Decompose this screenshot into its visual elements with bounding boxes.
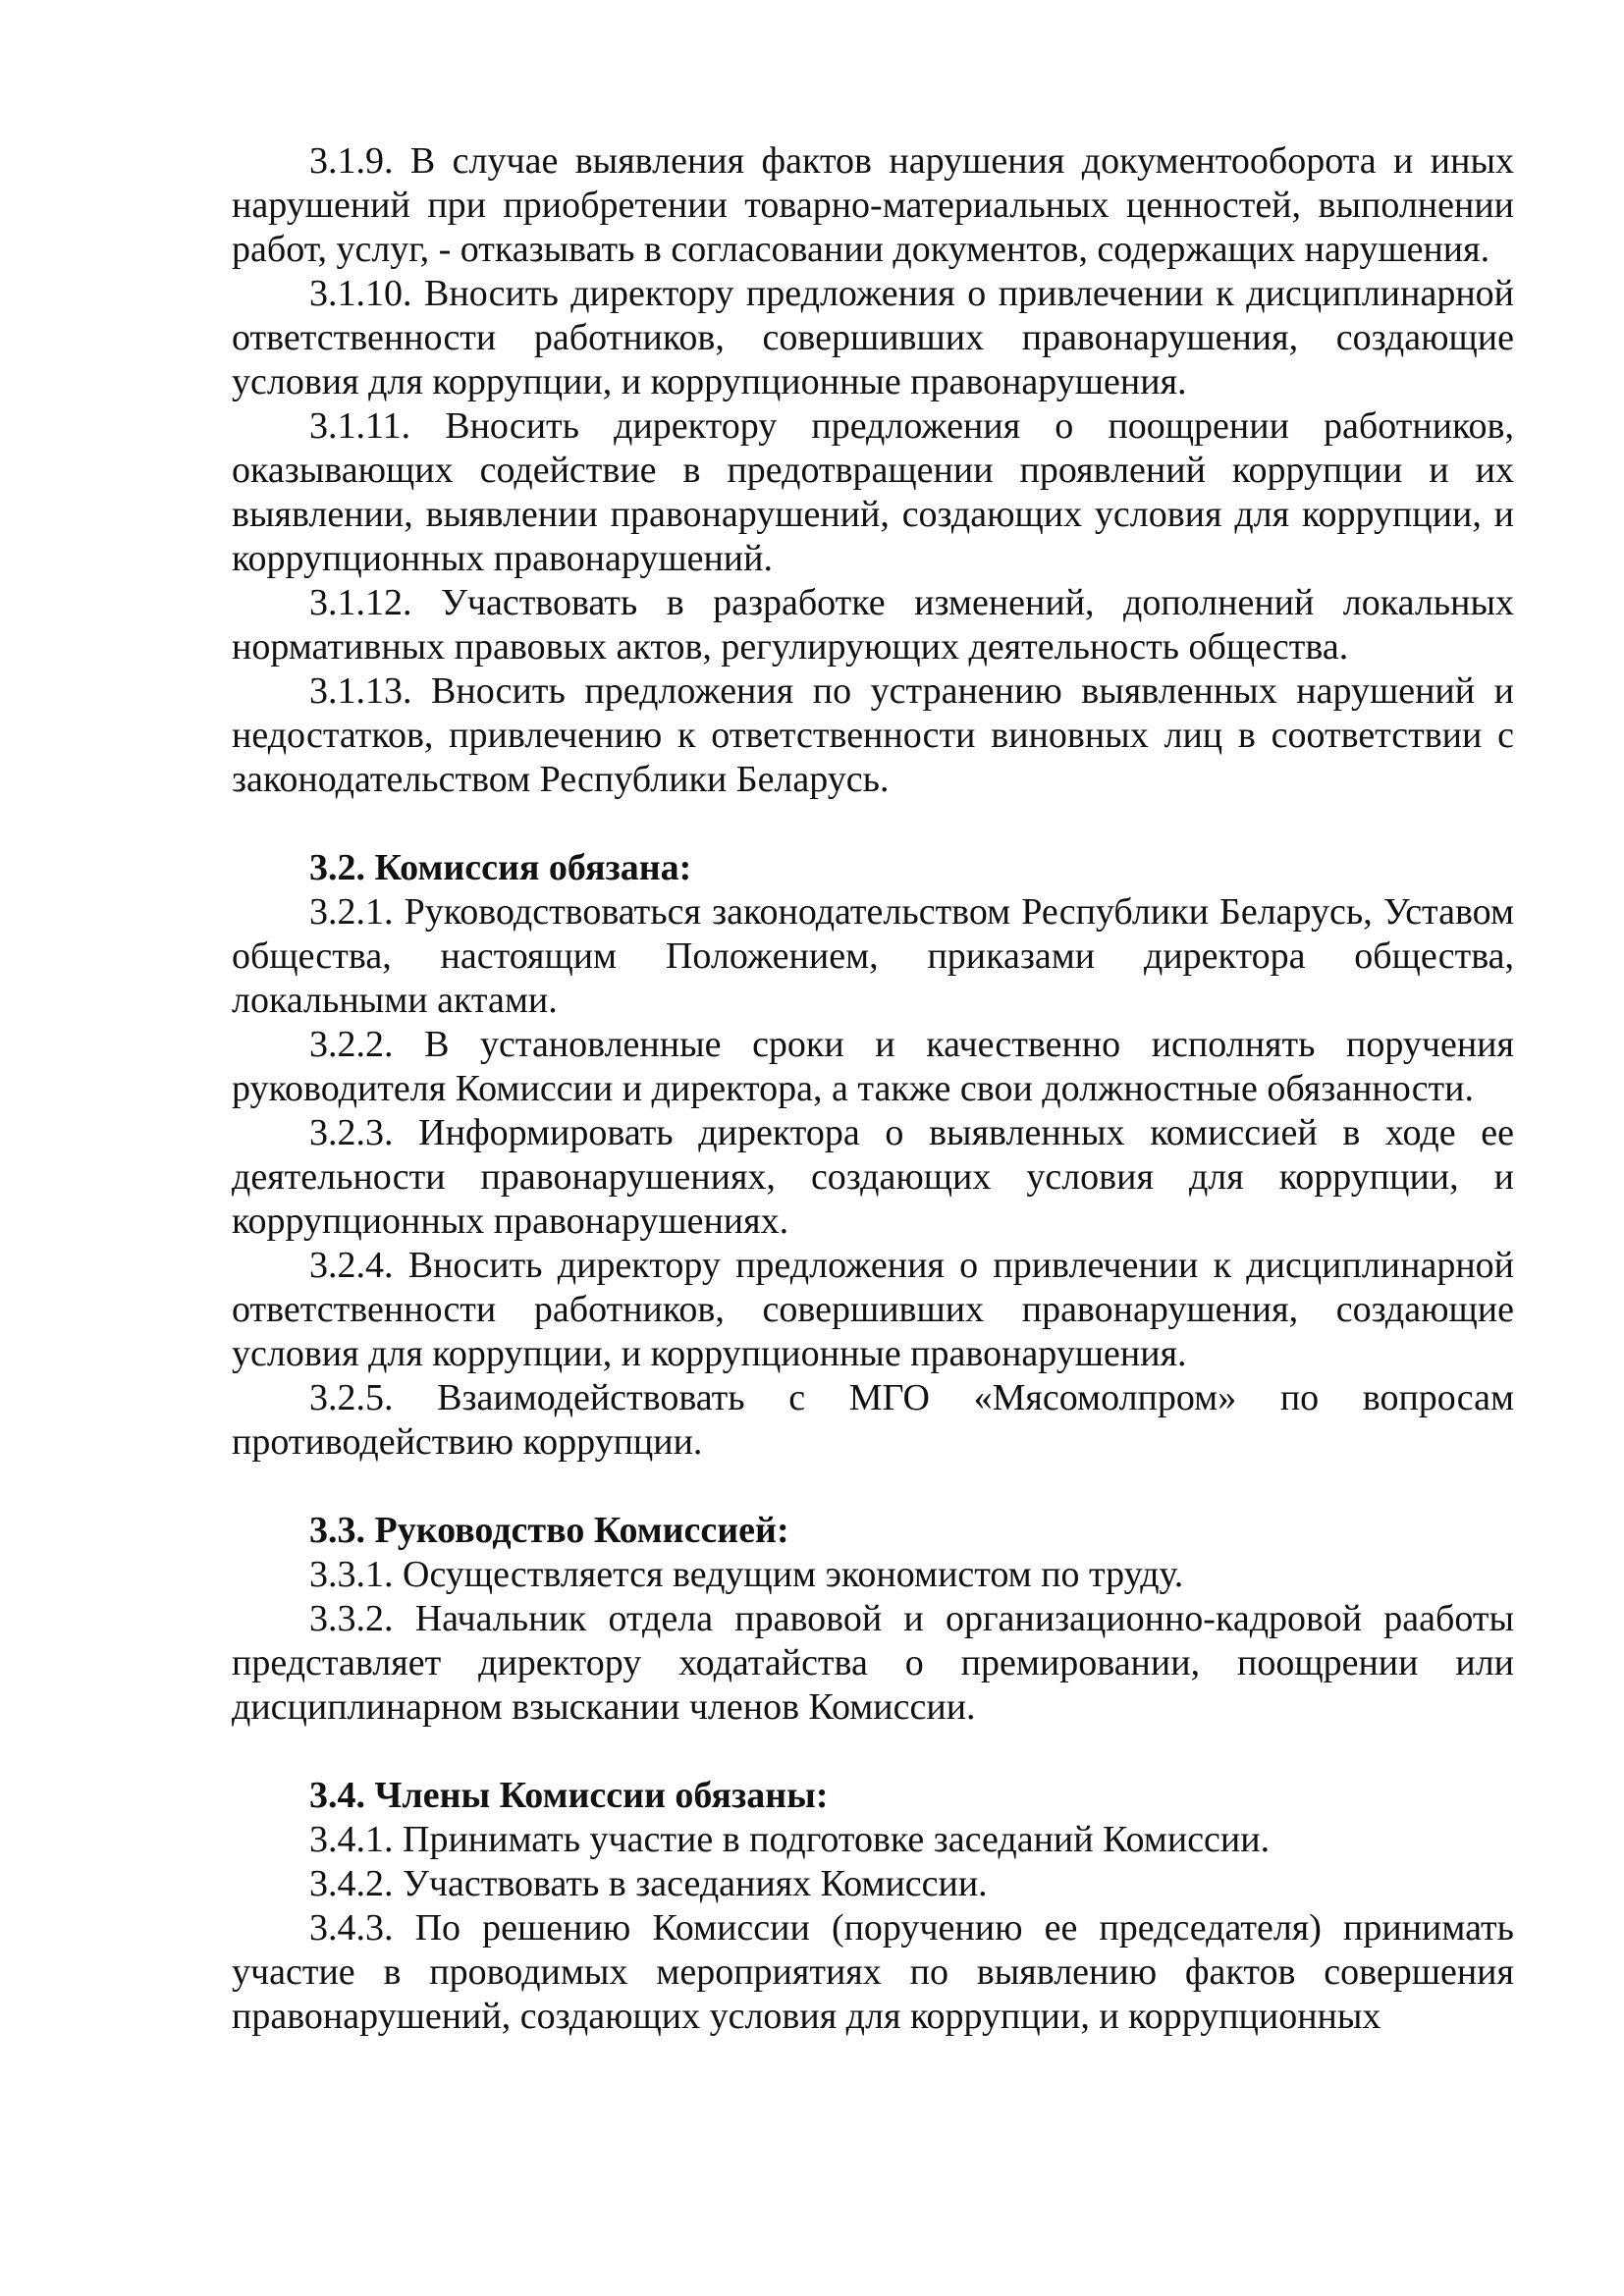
section-3-2-heading: 3.2. Комиссия обязана: — [309, 847, 692, 888]
clause-3-1-9: 3.1.9. В случае выявления фактов нарушения документооборота и иных нарушений при приобретении товарно-материальных ценностей, выполнении работ, услуг, - отказывать в согласовании документов, содержащих нарушения. — [232, 140, 1514, 270]
section-3-4-heading: 3.4. Члены Комиссии обязаны: — [309, 1775, 829, 1816]
clause-3-4-3: 3.4.3. По решению Комиссии (поручению ее председателя) принимать участие в проводимых мероприятиях по выявлению фактов совершения правонарушений, создающих условия для коррупции, и коррупционных — [232, 1907, 1514, 2037]
clause-3-4-1: 3.4.1. Принимать участие в подготовке заседаний Комиссии. — [309, 1819, 1271, 1860]
clause-3-1-11: 3.1.11. Вносить директору предложения о поощрении работников, оказывающих содействие в предотвращении проявлений коррупции и их выявлении, выявлении правонарушений, создающих условия для коррупции, и коррупционных правонарушений. — [232, 405, 1514, 579]
clause-3-2-2: 3.2.2. В установленные сроки и качественно исполнять поручения руководителя Комиссии и директора, а также свои должностные обязанности. — [232, 1024, 1514, 1109]
clause-3-3-1: 3.3.1. Осуществляется ведущим экономистом по труду. — [309, 1554, 1184, 1595]
clause-3-2-5: 3.2.5. Взаимодействовать с МГО «Мясомолпром» по вопросам противодействию коррупции. — [232, 1377, 1514, 1463]
clause-3-2-3: 3.2.3. Информировать директора о выявленных комиссией в ходе ее деятельности правонарушениях, создающих условия для коррупции, и коррупционных правонарушениях. — [232, 1112, 1514, 1242]
clause-3-4-2: 3.4.2. Участвовать в заседаниях Комиссии. — [309, 1863, 988, 1904]
section-3-3-heading: 3.3. Руководство Комиссией: — [309, 1510, 789, 1551]
clause-3-1-10: 3.1.10. Вносить директору предложения о привлечении к дисциплинарной ответственности работников, совершивших правонарушения, создающие условия для коррупции, и коррупционные правонарушения. — [232, 273, 1514, 402]
clause-3-3-2: 3.3.2. Начальник отдела правовой и организационно-кадровой раaботы представляет директору ходатайства о премировании, поощрении или дисциплинарном взыскании членов Комиссии. — [232, 1598, 1514, 1728]
clause-3-1-12: 3.1.12. Участвовать в разработке изменений, дополнений локальных нормативных правовых актов, регулирующих деятельность общества. — [232, 582, 1514, 667]
document-body — [232, 139, 1514, 2039]
clause-3-2-1: 3.2.1. Руководствоваться законодательством Республики Беларусь, Уставом общества, настоящим Положением, приказами директора общества, локальными актами. — [232, 891, 1514, 1021]
clause-3-1-13: 3.1.13. Вносить предложения по устранению выявленных нарушений и недостатков, привлечению к ответственности виновных лиц в соответствии с законодательством Республики Беларусь. — [232, 670, 1514, 800]
clause-3-2-4: 3.2.4. Вносить директору предложения о привлечении к дисциплинарной ответственности работников, совершивших правонарушения, создающие условия для коррупции, и коррупционные правонарушения. — [232, 1245, 1514, 1374]
